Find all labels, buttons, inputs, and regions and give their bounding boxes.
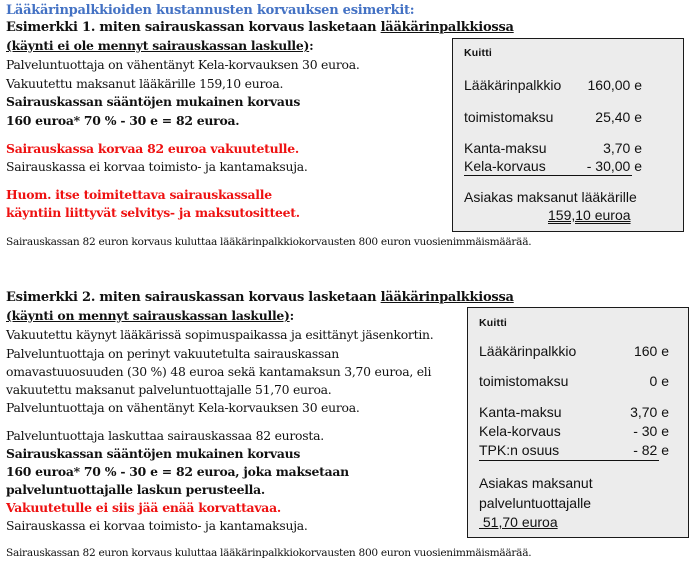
example1-not-covered: Sairauskassa ei korvaa toimisto- ja kantamaksuja. [6,159,308,174]
receipt-item [479,423,669,440]
receipt-item-value: - 30,00 e [586,158,642,174]
receipt-item [464,109,642,126]
receipt-item [464,158,642,175]
example2-billing-line: Palveluntuottaja laskuttaa sairauskassaa 82 eurosta. [6,428,324,443]
example1-rule-formula: 160 euroa* 70 % - 30 e = 82 euroa. [6,113,240,128]
receipt-item-label: toimistomaksu [464,109,554,125]
example2-title-prefix: Esimerkki 2. miten sairauskassan korvaus lasketaan [6,290,381,305]
example2-line-1: Vakuutettu käynyt lääkärissä sopimuspaikassa ja esittänyt jäsenkortin. [6,327,434,342]
example1-title-prefix: Esimerkki 1. miten sairauskassan korvaus lasketaan [6,20,381,35]
example2-rule-formula: 160 euroa* 70 % - 30 e = 82 euroa, joka maksetaan [6,464,349,479]
example1-note-line-1: Huom. itse toimitettava sairauskassalle [6,187,272,202]
example1-note-line-2: käyntiin liittyvät selvitys- ja maksutositteet. [6,205,300,220]
example2-subtitle [6,308,294,324]
example1-title [6,20,514,36]
example1-footnote: Sairauskassan 82 euron korvaus kuluttaa lääkärinpalkkiokorvausten 800 euron vuosienimmäismäärää. [6,236,532,248]
example2-title [6,290,514,306]
receipt-total-label: Asiakas maksanut lääkärille [464,189,637,205]
example1-subtitle-text: (käynti ei ole mennyt sairauskassan laskulle) [6,38,310,53]
example1-line-2: Vakuutettu maksanut lääkärille 159,10 euroa. [6,76,284,91]
example1-red-statement: Sairauskassa korvaa 82 euroa vakuutetulle. [6,141,299,156]
receipt-item-value: 160 e [633,343,669,359]
receipt-item-label: Kela-korvaus [479,423,561,439]
receipt-total-value: 51,70 euroa [479,514,558,530]
example2-rule-formula-cont: palveluntuottajalle laskun perusteella. [6,482,265,497]
example2-footnote: Sairauskassan 82 euron korvaus kuluttaa lääkärinpalkkiokorvausten 800 euron vuosienimmäismäärää. [6,547,532,559]
receipt-subtotal-rule [464,175,632,176]
receipt-item [479,442,669,459]
receipt-subtotal-rule [479,460,659,461]
receipt-item [479,343,669,360]
example2-line-4: vakuutettu maksanut palveluntuottajalle 51,70 euroa. [6,382,332,397]
example2-red-statement: Vakuutetulle ei siis jää enää korvattavaa. [6,500,281,515]
example2-subtitle-colon: : [289,308,294,323]
example1-line-1: Palveluntuottaja on vähentänyt Kela-korvauksen 30 euroa. [6,57,360,72]
example2-line-3: omavastuuosuuden (30 %) 48 euroa sekä kantamaksun 3,70 euroa, eli [6,364,432,379]
example2-subtitle-text: (käynti on mennyt sairauskassan laskulle) [6,308,290,323]
receipt-item-label: toimistomaksu [479,373,569,389]
example2-title-link: lääkärinpalkkiossa [380,290,514,305]
example1-subtitle [6,38,313,54]
receipt-total-value: 159,10 euroa [548,207,631,223]
example2-line-2: Palveluntuottaja on perinyt vakuutetulta sairauskassan [6,346,339,361]
document-heading: Lääkärinpalkkioiden kustannusten korvauksen esimerkit: [6,3,415,18]
receipt-title: Kuitti [464,47,493,59]
receipt-item-value: 160,00 e [587,77,642,93]
receipt-item-label: Lääkärinpalkkio [479,343,577,359]
example1-rule-title: Sairauskassan sääntöjen mukainen korvaus [6,94,301,109]
receipt-item-value: 3,70 e [630,404,669,420]
receipt-total-label-2: palveluntuottajalle [479,495,592,511]
receipt-item-value: 3,70 e [603,140,642,156]
receipt-item-label: Kanta-maksu [479,404,562,420]
receipt-item-value: - 30 e [633,423,669,439]
receipt-item-value: 25,40 e [595,109,642,125]
example1-subtitle-colon: : [309,38,314,53]
receipt-item [464,77,642,94]
receipt-item-label: Kela-korvaus [464,158,546,174]
example2-rule-title: Sairauskassan sääntöjen mukainen korvaus [6,446,301,461]
receipt-item [479,373,669,390]
receipt-item-label: Kanta-maksu [464,140,547,156]
receipt-item-value: 0 e [649,373,669,389]
receipt-item [479,404,669,421]
receipt-item [464,140,642,157]
receipt-total-label-1: Asiakas maksanut [479,475,593,491]
receipt-item-label: TPK:n osuus [479,442,560,458]
receipt-item-label: Lääkärinpalkkio [464,77,562,93]
example2-not-covered: Sairauskassa ei korvaa toimisto- ja kantamaksuja. [6,518,308,533]
example1-title-link: lääkärinpalkkiossa [380,20,514,35]
receipt-item-value: - 82 e [633,442,669,458]
example2-receipt [467,307,689,538]
example1-receipt [452,38,684,232]
example2-line-5: Palveluntuottaja on vähentänyt Kela-korvauksen 30 euroa. [6,400,360,415]
receipt-title: Kuitti [479,317,508,329]
